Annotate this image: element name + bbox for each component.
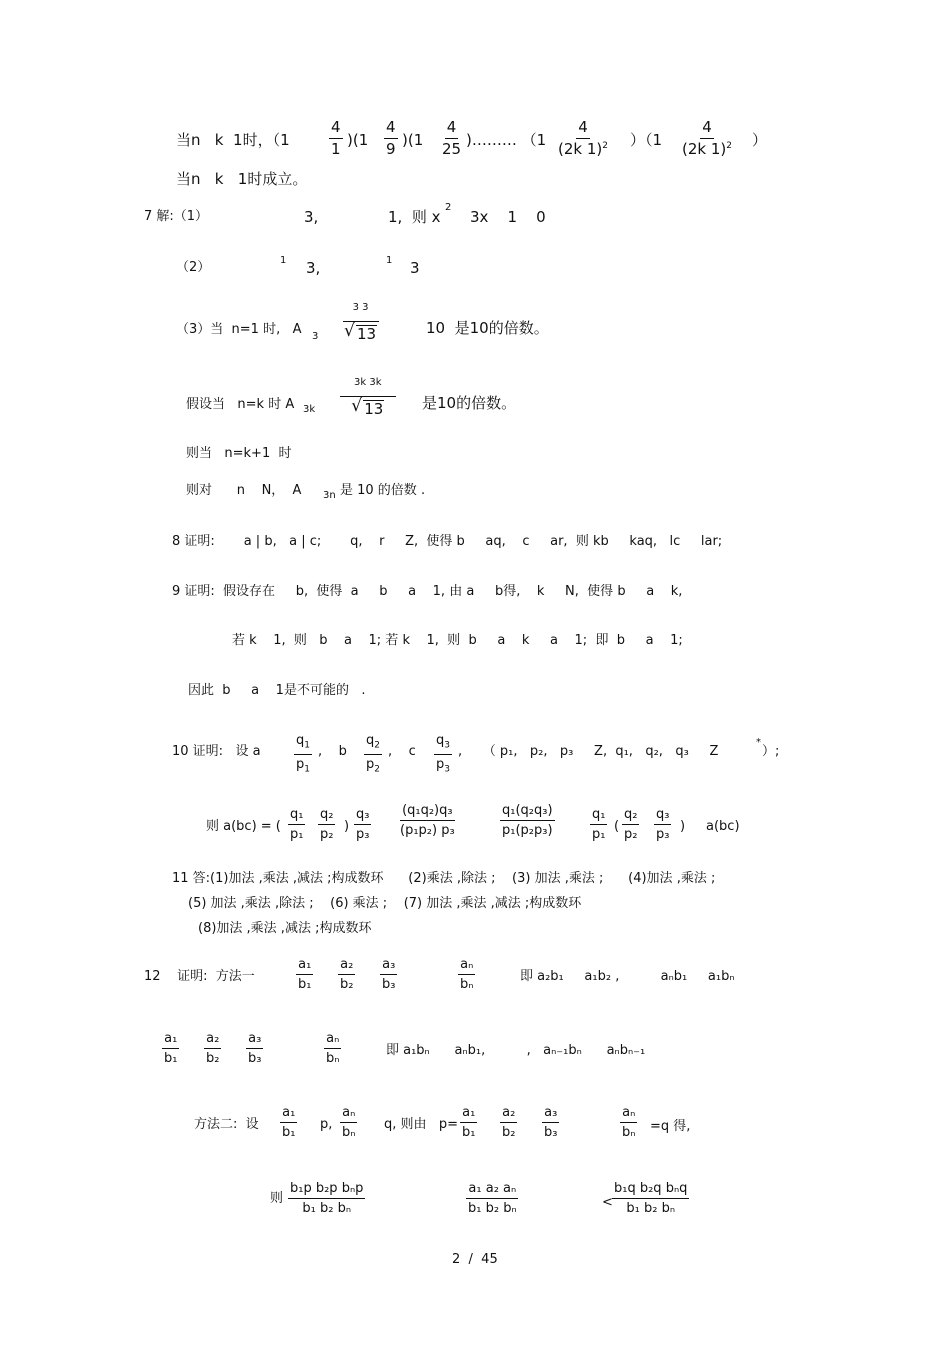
fraction: $\frac{\text{a₃}}{\text{b₃}}$ [248,1031,262,1066]
line1-text-e: ）（1 [630,131,663,149]
p7-text-c: 1, 则 x [388,208,441,226]
p7d-sub: 3k [303,404,316,415]
p7-sup: 2 [445,202,452,213]
fraction: $\frac{4}{25}$ [442,118,462,158]
line2-text: 当n k 1时成立。 [176,170,308,188]
p7c-text-e: 10 是10的倍数。 [426,319,549,337]
p10-text-a: 10 证明: 设 a [172,744,261,759]
fraction: b₁q b₂q bₙq b₁ b₂ bₙ [614,1181,688,1216]
p7c-text-a: （3）当 n=1 时, A [176,322,302,337]
p11-line1: 11 答:(1)加法 ,乘法 ,减法 ;构成数环 (2)乘法 ,除法 ; (3) 加法 ,乘法 ; (4)加法 ,乘法 ; [172,871,716,886]
p11-line3: (8)加法 ,乘法 ,减法 ;构成数环 [198,921,372,936]
sqrt-icon: √ 13 [351,396,384,418]
p7d-text-a: 假设当 n=k 时 A [186,397,295,412]
fraction: $\frac{\text{q₂}}{\text{p₂}}$ [320,807,334,842]
fraction: 3 3 √ 13 [342,303,379,342]
fraction: b₁p b₂p bₙp b₁ b₂ bₙ [290,1181,364,1216]
p11-line2: (5) 加法 ,乘法 ,除法 ; (6) 乘法 ; (7) 加法 ,乘法 ,减法 ;构成数环 [188,896,582,911]
fraction: $\frac{4}{1}$ [331,118,341,158]
p10b-text-a: 则 a(bc) = ( [206,819,281,834]
fraction: $\frac{\text{q₁}}{\text{p₁}}$ [592,807,606,842]
p12-text-e: 即 a₂b₁ a₁b₂ , aₙb₁ a₁bₙ [520,969,735,984]
p8-text: 8 证明: a | b, a | c; q, r Z, 使得 b aq, c ar, 则 kb kaq, lc lar; [172,534,723,549]
fraction: $\frac{4}{(2k 1)^2}$ [558,118,608,158]
p7-text-b: 3, [304,208,319,226]
fraction: $\frac{q_1}{p_1}$ [296,733,310,775]
p12c-text-c: q, 则由 p= [384,1117,459,1132]
line1-text-a: 当n k 1时，（1 [176,131,290,149]
p7b-sup2: 1 [386,255,393,266]
fraction: $\frac{\text{a₁}}{\text{b₁}}$ [282,1105,296,1140]
p7c-sub: 3 [312,331,319,342]
p10-text-d: , （ p₁, p₂, p₃ Z, q₁, q₂, q₃ Z [458,744,719,759]
fraction: $\frac{q_2}{p_2}$ [366,733,380,775]
p7b-text-e: 3 [410,259,420,277]
p9c-text: 因此 b a 1是不可能的 . [188,683,366,698]
fraction: $\frac{\text{q₃}}{\text{p₃}}$ [356,807,370,842]
fraction: $\frac{\text{a₁}}{\text{b₁}}$ [164,1031,178,1066]
line1-text-c: )(1 [402,131,424,149]
p12-label: 12 证明: 方法一 [144,969,255,984]
line1-text-b: )(1 [347,131,369,149]
p10b-lparen: ( [614,819,620,834]
p7f-text-e: 是 10 的倍数 . [340,483,426,498]
p7e-text: 则当 n=k+1 时 [186,446,292,461]
p9b-text: 若 k 1, 则 b a 1; 若 k 1, 则 b a k a 1; 即 b a 1; [232,633,683,648]
fraction: $\frac{4}{(2k 1)^2}$ [682,118,732,158]
p7b-label: （2） [176,260,211,275]
p7d-text-e: 是10的倍数。 [422,394,517,412]
fraction: $\frac{\text{(q₁q₂)q₃}}{\text{(p₁p₂) p₃}}$ [400,803,455,838]
p7b-sup1: 1 [280,255,287,266]
fraction: $\frac{\text{aₙ}}{\text{bₙ}}$ [326,1031,340,1066]
fraction: $\frac{\text{q₁(q₂q₃)}}{\text{p₁(p₂p₃)}}$ [502,803,553,838]
p10-text-c: , c [388,744,416,759]
fraction: $\frac{\text{q₁}}{\text{p₁}}$ [290,807,304,842]
fraction: $\frac{\text{a₃}}{\text{b₃}}$ [382,957,396,992]
p10-text-e: ）; [762,744,780,759]
line1-text-f: ） [752,131,768,149]
p12c-text-e: =q 得, [650,1119,691,1134]
fraction: $\frac{\text{a₁}}{\text{b₁}}$ [298,957,312,992]
fraction: $\frac{\text{q₃}}{\text{p₃}}$ [656,807,670,842]
fraction: $\frac{\text{aₙ}}{\text{bₙ}}$ [342,1105,356,1140]
p10b-text-e: a(bc) [706,819,740,834]
p10b-paren: ) [344,819,350,834]
fraction: $\frac{\text{a₁}}{\text{b₁}}$ [462,1105,476,1140]
p10b-rparen: ) [680,819,686,834]
fraction: $\frac{\text{aₙ}}{\text{bₙ}}$ [460,957,474,992]
fraction: $\frac{\text{aₙ}}{\text{bₙ}}$ [622,1105,636,1140]
line1-text-d: )……… （1 [466,131,547,149]
fraction: $\frac{\text{a₂}}{\text{b₂}}$ [206,1031,220,1066]
fraction: $\frac{\text{q₂}}{\text{p₂}}$ [624,807,638,842]
p10-text-b: , b [318,744,347,759]
fraction: $\frac{\text{a₃}}{\text{b₃}}$ [544,1105,558,1140]
p10-star: * [756,737,761,748]
p12c-text-a: 方法二: 设 [194,1117,259,1132]
fraction: $\frac{4}{9}$ [386,118,396,158]
fraction: 3k 3k √ 13 [340,378,396,417]
p7-text-d: 3x 1 0 [470,208,546,226]
page-number: 2 / 45 [452,1252,498,1267]
fraction: $\frac{\text{a₁ a₂ aₙ}}{\text{b₁ b₂ bₙ}}$ [468,1181,517,1216]
p9-text: 9 证明: 假设存在 b, 使得 a b a 1, 由 a b得, k N, 使得 b a k, [172,584,683,599]
p7f-sub: 3n [323,490,336,501]
p12c-text-b: p, [320,1117,333,1132]
p12d-text-a: 则 [270,1191,284,1206]
fraction: $\frac{\text{a₂}}{\text{b₂}}$ [340,957,354,992]
p7f-text-a: 则对 n N， A [186,483,302,498]
fraction: $\frac{\text{a₂}}{\text{b₂}}$ [502,1105,516,1140]
p7-label: 7 解:（1） [144,209,209,224]
p7b-text-c: 3, [306,259,321,277]
sqrt-icon: √ 13 [344,321,377,343]
fraction: $\frac{q_3}{p_3}$ [436,733,450,775]
p12b-text-e: 即 a₁bₙ aₙb₁, , aₙ₋₁bₙ aₙbₙ₋₁ [386,1043,646,1058]
p12d-lt: < [602,1195,613,1210]
